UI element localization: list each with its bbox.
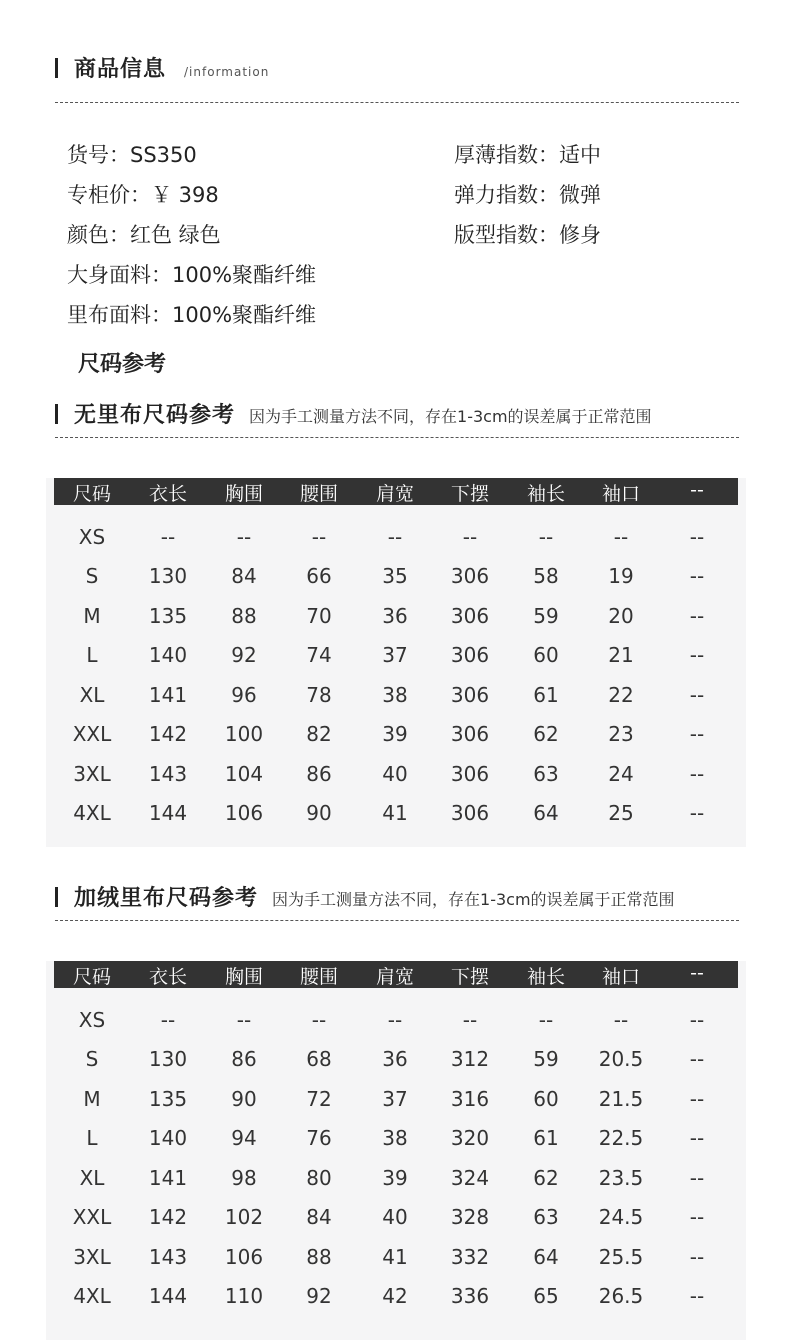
measure-cell: 64 xyxy=(533,1245,559,1269)
column-header: 尺码 xyxy=(72,966,111,988)
measure-cell: 90 xyxy=(306,801,332,825)
measure-cell: 37 xyxy=(382,643,408,667)
column-header: 肩宽 xyxy=(375,483,414,505)
info-title: 商品信息 xyxy=(74,57,167,82)
measure-cell: 135 xyxy=(148,604,188,628)
column-header: -- xyxy=(690,962,704,984)
table-row xyxy=(54,558,738,597)
info-label: 货号： xyxy=(67,143,130,167)
column-header: 袖口 xyxy=(601,966,640,988)
measure-cell: 63 xyxy=(533,1205,559,1229)
measure-cell: 110 xyxy=(224,1284,264,1308)
measure-cell: 61 xyxy=(533,683,559,707)
table1-section-title xyxy=(55,398,652,429)
column-header: 衣长 xyxy=(148,966,187,988)
measure-cell: -- xyxy=(689,722,705,746)
measure-cell: 143 xyxy=(148,762,188,786)
column-header: -- xyxy=(690,479,704,501)
measure-cell: 328 xyxy=(450,1205,490,1229)
measure-cell: 306 xyxy=(450,801,490,825)
info-label: 厚薄指数： xyxy=(454,143,559,167)
measure-cell: 142 xyxy=(148,1205,188,1229)
measure-cell: 80 xyxy=(306,1166,332,1190)
measure-cell: -- xyxy=(538,1008,554,1032)
measure-cell: 104 xyxy=(224,762,264,786)
measure-cell: 141 xyxy=(148,683,188,707)
measure-cell: 64 xyxy=(533,801,559,825)
measure-cell: 320 xyxy=(450,1126,490,1150)
measure-cell: 36 xyxy=(382,604,408,628)
table-row xyxy=(54,756,738,795)
measure-cell: -- xyxy=(387,525,403,549)
measure-cell: 98 xyxy=(231,1166,257,1190)
divider xyxy=(55,920,739,921)
measure-cell: 88 xyxy=(306,1245,332,1269)
measure-cell: -- xyxy=(160,525,176,549)
table-row xyxy=(54,598,738,637)
measure-cell: -- xyxy=(311,525,327,549)
measure-cell: 140 xyxy=(148,643,188,667)
table2-section-title xyxy=(55,881,675,912)
measure-cell: 26.5 xyxy=(598,1284,644,1308)
table-row xyxy=(54,519,738,558)
size-cell: 4XL xyxy=(73,1284,111,1308)
measure-cell: 59 xyxy=(533,1047,559,1071)
size-cell: XL xyxy=(79,1166,105,1190)
measure-cell: 306 xyxy=(450,604,490,628)
table-row xyxy=(54,1002,738,1041)
measure-cell: 25 xyxy=(608,801,634,825)
measure-cell: 143 xyxy=(148,1245,188,1269)
measure-cell: 142 xyxy=(148,722,188,746)
measure-cell: 135 xyxy=(148,1087,188,1111)
info-section-title xyxy=(55,52,269,83)
measure-cell: 316 xyxy=(450,1087,490,1111)
column-header: 胸围 xyxy=(224,966,263,988)
measure-cell: 74 xyxy=(306,643,332,667)
info-label: 版型指数： xyxy=(454,223,559,247)
table-row xyxy=(54,637,738,676)
table-row xyxy=(54,795,738,834)
measure-cell: 130 xyxy=(148,1047,188,1071)
measure-cell: 312 xyxy=(450,1047,490,1071)
measure-cell: 65 xyxy=(533,1284,559,1308)
measure-cell: -- xyxy=(387,1008,403,1032)
measure-cell: 336 xyxy=(450,1284,490,1308)
size-cell: L xyxy=(86,643,98,667)
measure-cell: -- xyxy=(160,1008,176,1032)
measure-cell: 306 xyxy=(450,722,490,746)
table-row xyxy=(54,1278,738,1317)
measure-cell: 144 xyxy=(148,1284,188,1308)
table-header xyxy=(54,961,738,988)
info-item xyxy=(67,179,219,209)
measure-cell: -- xyxy=(689,1166,705,1190)
table-row xyxy=(54,1120,738,1159)
measure-cell: -- xyxy=(689,1284,705,1308)
size-table-fleece-lining xyxy=(46,961,746,1340)
measure-cell: 86 xyxy=(306,762,332,786)
column-header: 衣长 xyxy=(148,483,187,505)
measure-cell: 38 xyxy=(382,1126,408,1150)
table-row xyxy=(54,1160,738,1199)
measure-cell: 41 xyxy=(382,1245,408,1269)
size-reference-heading: 尺码参考 xyxy=(78,352,167,377)
info-item xyxy=(67,139,197,169)
measure-cell: 39 xyxy=(382,722,408,746)
measure-cell: -- xyxy=(236,1008,252,1032)
measure-cell: 70 xyxy=(306,604,332,628)
measure-cell: 68 xyxy=(306,1047,332,1071)
size-cell: 4XL xyxy=(73,801,111,825)
measure-cell: 84 xyxy=(306,1205,332,1229)
measure-cell: -- xyxy=(236,525,252,549)
size-cell: 3XL xyxy=(73,762,111,786)
measure-cell: 19 xyxy=(608,564,634,588)
measure-cell: -- xyxy=(613,1008,629,1032)
info-value: SS350 xyxy=(130,143,197,167)
measure-cell: 24 xyxy=(608,762,634,786)
measure-cell: 40 xyxy=(382,762,408,786)
measure-cell: 41 xyxy=(382,801,408,825)
measure-cell: 39 xyxy=(382,1166,408,1190)
size-cell: M xyxy=(83,604,101,628)
measure-cell: 21 xyxy=(608,643,634,667)
size-cell: S xyxy=(85,1047,99,1071)
info-label: 颜色： xyxy=(67,223,130,247)
table2-title: 加绒里布尺码参考 xyxy=(74,886,259,911)
measure-cell: -- xyxy=(689,1047,705,1071)
measure-cell: 22 xyxy=(608,683,634,707)
title-bar-marker xyxy=(55,404,58,424)
measure-cell: -- xyxy=(538,525,554,549)
measure-cell: 86 xyxy=(231,1047,257,1071)
measure-cell: -- xyxy=(689,1245,705,1269)
info-value: 100%聚酯纤维 xyxy=(172,303,317,327)
measure-cell: 141 xyxy=(148,1166,188,1190)
measure-cell: 78 xyxy=(306,683,332,707)
column-header: 尺码 xyxy=(72,483,111,505)
measure-cell: 23 xyxy=(608,722,634,746)
measure-cell: 72 xyxy=(306,1087,332,1111)
measure-cell: 21.5 xyxy=(598,1087,644,1111)
size-cell: S xyxy=(85,564,99,588)
measure-cell: -- xyxy=(689,604,705,628)
measure-cell: 84 xyxy=(231,564,257,588)
measure-cell: -- xyxy=(311,1008,327,1032)
measure-cell: -- xyxy=(689,801,705,825)
info-item xyxy=(67,299,316,329)
measure-cell: 100 xyxy=(224,722,264,746)
column-header: 袖长 xyxy=(526,483,565,505)
size-table-no-lining xyxy=(46,478,746,847)
table-row xyxy=(54,1041,738,1080)
measure-cell: 92 xyxy=(306,1284,332,1308)
measure-cell: 92 xyxy=(231,643,257,667)
size-cell: XXL xyxy=(72,722,112,746)
measure-cell: 96 xyxy=(231,683,257,707)
measure-cell: 24.5 xyxy=(598,1205,644,1229)
column-header: 袖长 xyxy=(526,966,565,988)
table1-note: 因为手工测量方法不同，存在1-3cm的误差属于正常范围 xyxy=(249,407,652,426)
column-header: 下摆 xyxy=(450,966,489,988)
measure-cell: 90 xyxy=(231,1087,257,1111)
info-label: 里布面料： xyxy=(67,303,172,327)
table-header xyxy=(54,478,738,505)
measure-cell: -- xyxy=(462,1008,478,1032)
info-item xyxy=(454,179,601,209)
measure-cell: 306 xyxy=(450,683,490,707)
info-value: 微弹 xyxy=(559,183,601,207)
info-value: 100%聚酯纤维 xyxy=(172,263,317,287)
measure-cell: 88 xyxy=(231,604,257,628)
info-value: 适中 xyxy=(559,143,601,167)
table-row xyxy=(54,1239,738,1278)
measure-cell: 60 xyxy=(533,643,559,667)
measure-cell: 102 xyxy=(224,1205,264,1229)
measure-cell: 25.5 xyxy=(598,1245,644,1269)
table-row xyxy=(54,677,738,716)
measure-cell: 40 xyxy=(382,1205,408,1229)
measure-cell: 306 xyxy=(450,762,490,786)
measure-cell: 82 xyxy=(306,722,332,746)
measure-cell: 144 xyxy=(148,801,188,825)
measure-cell: 306 xyxy=(450,643,490,667)
measure-cell: 106 xyxy=(224,801,264,825)
size-cell: 3XL xyxy=(73,1245,111,1269)
size-cell: XL xyxy=(79,683,105,707)
info-value: 修身 xyxy=(559,223,601,247)
measure-cell: 332 xyxy=(450,1245,490,1269)
measure-cell: 61 xyxy=(533,1126,559,1150)
measure-cell: 324 xyxy=(450,1166,490,1190)
info-item xyxy=(67,219,221,249)
size-cell: XS xyxy=(78,1008,106,1032)
table1-title: 无里布尺码参考 xyxy=(74,403,236,428)
size-cell: M xyxy=(83,1087,101,1111)
measure-cell: 76 xyxy=(306,1126,332,1150)
measure-cell: 140 xyxy=(148,1126,188,1150)
measure-cell: -- xyxy=(689,1205,705,1229)
info-value: ￥ 398 xyxy=(151,183,219,207)
measure-cell: 58 xyxy=(533,564,559,588)
column-header: 袖口 xyxy=(601,483,640,505)
divider xyxy=(55,102,739,103)
measure-cell: 36 xyxy=(382,1047,408,1071)
measure-cell: -- xyxy=(689,564,705,588)
measure-cell: 106 xyxy=(224,1245,264,1269)
info-title-en: /information xyxy=(184,65,270,79)
size-cell: XXL xyxy=(72,1205,112,1229)
measure-cell: 62 xyxy=(533,1166,559,1190)
measure-cell: -- xyxy=(689,525,705,549)
measure-cell: -- xyxy=(462,525,478,549)
column-header: 下摆 xyxy=(450,483,489,505)
measure-cell: 60 xyxy=(533,1087,559,1111)
info-item xyxy=(67,259,316,289)
measure-cell: -- xyxy=(613,525,629,549)
measure-cell: 63 xyxy=(533,762,559,786)
info-value: 红色 绿色 xyxy=(130,223,221,247)
measure-cell: -- xyxy=(689,762,705,786)
measure-cell: 35 xyxy=(382,564,408,588)
measure-cell: -- xyxy=(689,683,705,707)
measure-cell: 22.5 xyxy=(598,1126,644,1150)
measure-cell: -- xyxy=(689,1008,705,1032)
size-cell: XS xyxy=(78,525,106,549)
table-row xyxy=(54,716,738,755)
title-bar-marker xyxy=(55,58,58,78)
measure-cell: 59 xyxy=(533,604,559,628)
divider xyxy=(55,437,739,438)
measure-cell: -- xyxy=(689,643,705,667)
measure-cell: 130 xyxy=(148,564,188,588)
measure-cell: 94 xyxy=(231,1126,257,1150)
table-row xyxy=(54,1081,738,1120)
size-cell: L xyxy=(86,1126,98,1150)
measure-cell: 66 xyxy=(306,564,332,588)
column-header: 肩宽 xyxy=(375,966,414,988)
measure-cell: 306 xyxy=(450,564,490,588)
measure-cell: 20 xyxy=(608,604,634,628)
title-bar-marker xyxy=(55,887,58,907)
measure-cell: 42 xyxy=(382,1284,408,1308)
measure-cell: 38 xyxy=(382,683,408,707)
column-header: 腰围 xyxy=(299,966,338,988)
column-header: 胸围 xyxy=(224,483,263,505)
info-item xyxy=(454,219,601,249)
info-label: 大身面料： xyxy=(67,263,172,287)
table2-note: 因为手工测量方法不同，存在1-3cm的误差属于正常范围 xyxy=(272,890,675,909)
measure-cell: 62 xyxy=(533,722,559,746)
measure-cell: 23.5 xyxy=(598,1166,644,1190)
measure-cell: -- xyxy=(689,1126,705,1150)
column-header: 腰围 xyxy=(299,483,338,505)
info-label: 专柜价： xyxy=(67,183,151,207)
measure-cell: 37 xyxy=(382,1087,408,1111)
info-item xyxy=(454,139,601,169)
table-row xyxy=(54,1199,738,1238)
info-label: 弹力指数： xyxy=(454,183,559,207)
measure-cell: -- xyxy=(689,1087,705,1111)
measure-cell: 20.5 xyxy=(598,1047,644,1071)
